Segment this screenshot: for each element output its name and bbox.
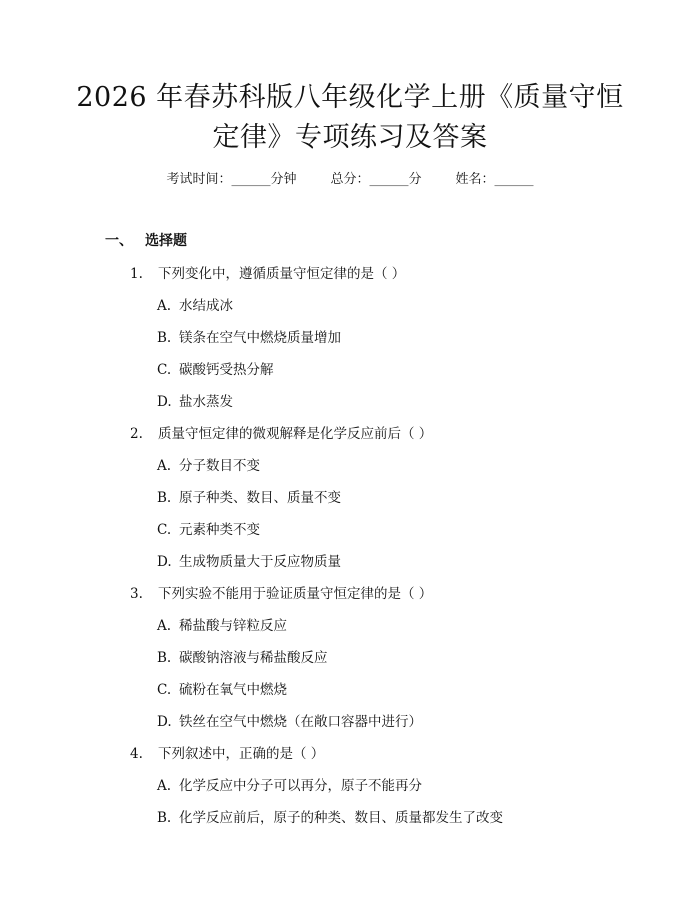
option-letter: B. <box>157 330 172 346</box>
option-1c <box>157 358 274 378</box>
option-3d <box>157 710 422 730</box>
option-1b <box>157 326 341 346</box>
option-4b <box>157 806 503 826</box>
option-1d <box>157 390 233 410</box>
option-text: 生成物质量大于反应物质量 <box>179 554 341 570</box>
option-letter: D. <box>157 394 172 410</box>
option-3c <box>157 678 287 698</box>
question-text: 下列变化中，遵循质量守恒定律的是（ ） <box>158 266 406 282</box>
option-2a <box>157 454 260 474</box>
option-text: 原子种类、数目、质量不变 <box>179 490 341 506</box>
option-text: 盐水蒸发 <box>179 394 233 410</box>
option-letter: C. <box>157 522 172 538</box>
option-letter: D. <box>157 714 172 730</box>
student-name: 姓名：______ <box>455 172 534 187</box>
option-2c <box>157 518 260 538</box>
option-text: 水结成冰 <box>179 298 233 314</box>
option-text: 碳酸钙受热分解 <box>179 362 274 378</box>
option-letter: A. <box>157 778 172 794</box>
question-1 <box>130 262 405 282</box>
option-text: 铁丝在空气中燃烧（在敞口容器中进行） <box>179 714 422 730</box>
question-text: 质量守恒定律的微观解释是化学反应前后（ ） <box>158 426 433 442</box>
question-text: 下列叙述中，正确的是（ ） <box>158 746 325 762</box>
option-text: 硫粉在氧气中燃烧 <box>179 682 287 698</box>
question-2 <box>130 422 432 442</box>
option-text: 碳酸钠溶液与稀盐酸反应 <box>179 650 328 666</box>
option-letter: A. <box>157 458 172 474</box>
section-number: 一、 <box>105 233 133 249</box>
section-label: 选择题 <box>145 233 187 249</box>
question-number: 2. <box>130 426 143 442</box>
option-text: 化学反应中分子可以再分，原子不能再分 <box>179 778 422 794</box>
option-2b <box>157 486 341 506</box>
section-heading <box>105 230 187 250</box>
option-3a <box>157 614 287 634</box>
exam-time: 考试时间：______分钟 <box>166 172 297 187</box>
option-text: 镁条在空气中燃烧质量增加 <box>179 330 341 346</box>
option-2d <box>157 550 341 570</box>
option-3b <box>157 646 328 666</box>
option-letter: C. <box>157 362 172 378</box>
option-text: 元素种类不变 <box>179 522 260 538</box>
option-letter: B. <box>157 490 172 506</box>
option-text: 分子数目不变 <box>179 458 260 474</box>
question-3 <box>130 582 432 602</box>
option-letter: B. <box>157 650 172 666</box>
option-text: 化学反应前后，原子的种类、数目、质量都发生了改变 <box>179 810 503 826</box>
title-line-1: 2026 年春苏科版八年级化学上册《质量守恒 <box>76 82 624 113</box>
option-letter: C. <box>157 682 172 698</box>
option-letter: B. <box>157 810 172 826</box>
question-number: 3. <box>130 586 143 602</box>
option-letter: D. <box>157 554 172 570</box>
question-number: 4. <box>130 746 143 762</box>
question-number: 1. <box>130 266 143 282</box>
option-4a <box>157 774 422 794</box>
exam-meta <box>0 168 700 187</box>
option-text: 稀盐酸与锌粒反应 <box>179 618 287 634</box>
option-letter: A. <box>157 618 172 634</box>
option-letter: A. <box>157 298 172 314</box>
page-title <box>0 78 700 158</box>
title-line-2: 定律》专项练习及答案 <box>212 122 488 153</box>
option-1a <box>157 294 233 314</box>
exam-score: 总分：______分 <box>330 172 422 187</box>
question-text: 下列实验不能用于验证质量守恒定律的是（ ） <box>158 586 433 602</box>
question-4 <box>130 742 324 762</box>
